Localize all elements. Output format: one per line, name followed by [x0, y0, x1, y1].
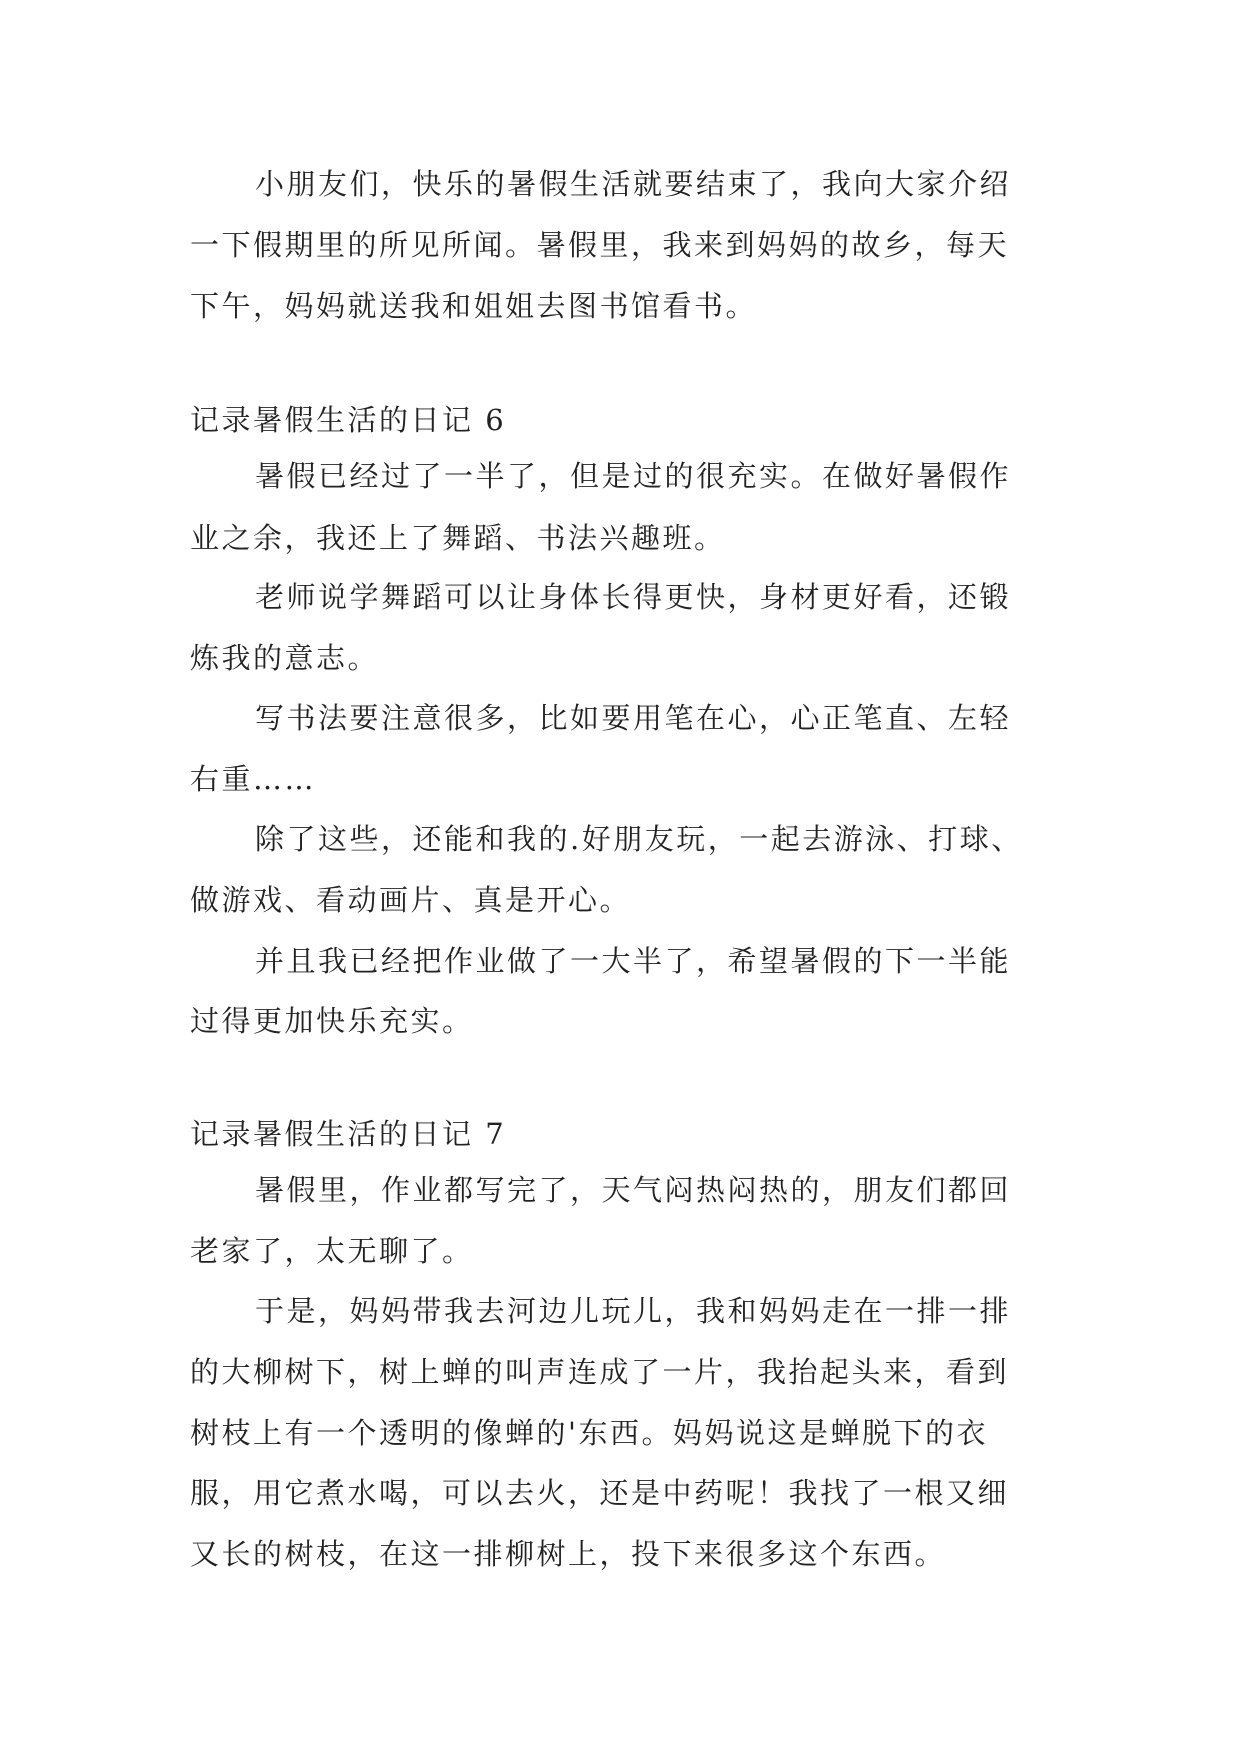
paragraph-line: 于是，妈妈带我去河边儿玩儿，我和妈妈走在一排一排 — [255, 1294, 1012, 1328]
paragraph-line: 除了这些，还能和我的.好朋友玩，一起去游泳、打球、 — [255, 822, 1023, 856]
paragraph-line: 右重…… — [190, 762, 317, 796]
paragraph-line: 下午，妈妈就送我和姐姐去图书馆看书。 — [190, 289, 758, 323]
paragraph-line: 老师说学舞蹈可以让身体长得更快，身材更好看，还锻 — [255, 580, 1012, 614]
paragraph-line: 服，用它煮水喝，可以去火，还是中药呢！我找了一根又细 — [190, 1476, 1010, 1510]
paragraph-line: 做游戏、看动画片、真是开心。 — [190, 883, 632, 917]
paragraph-line: 小朋友们，快乐的暑假生活就要结束了，我向大家介绍 — [255, 167, 1012, 201]
paragraph-line: 一下假期里的所见所闻。暑假里，我来到妈妈的故乡，每天 — [190, 228, 1010, 262]
paragraph-line: 老家了，太无聊了。 — [190, 1234, 474, 1268]
paragraph-line: 暑假里，作业都写完了，天气闷热闷热的，朋友们都回 — [255, 1173, 1012, 1207]
paragraph-line: 炼我的意志。 — [190, 641, 380, 675]
paragraph-line: 的大柳树下，树上蝉的叫声连成了一片，我抬起头来，看到 — [190, 1355, 1010, 1389]
diary-heading: 记录暑假生活的日记 6 — [190, 403, 507, 437]
paragraph-line: 过得更加快乐充实。 — [190, 1004, 474, 1038]
diary-heading: 记录暑假生活的日记 7 — [190, 1117, 507, 1151]
paragraph-line: 并且我已经把作业做了一大半了，希望暑假的下一半能 — [255, 944, 1012, 978]
paragraph-line: 暑假已经过了一半了，但是过的很充实。在做好暑假作 — [255, 459, 1012, 493]
paragraph-line: 写书法要注意很多，比如要用笔在心，心正笔直、左轻 — [255, 701, 1012, 735]
paragraph-line: 树枝上有一个透明的像蝉的'东西。妈妈说这是蝉脱下的衣 — [190, 1416, 988, 1450]
paragraph-line: 业之余，我还上了舞蹈、书法兴趣班。 — [190, 521, 726, 555]
paragraph-line: 又长的树枝，在这一排柳树上，投下来很多这个东西。 — [190, 1537, 947, 1571]
